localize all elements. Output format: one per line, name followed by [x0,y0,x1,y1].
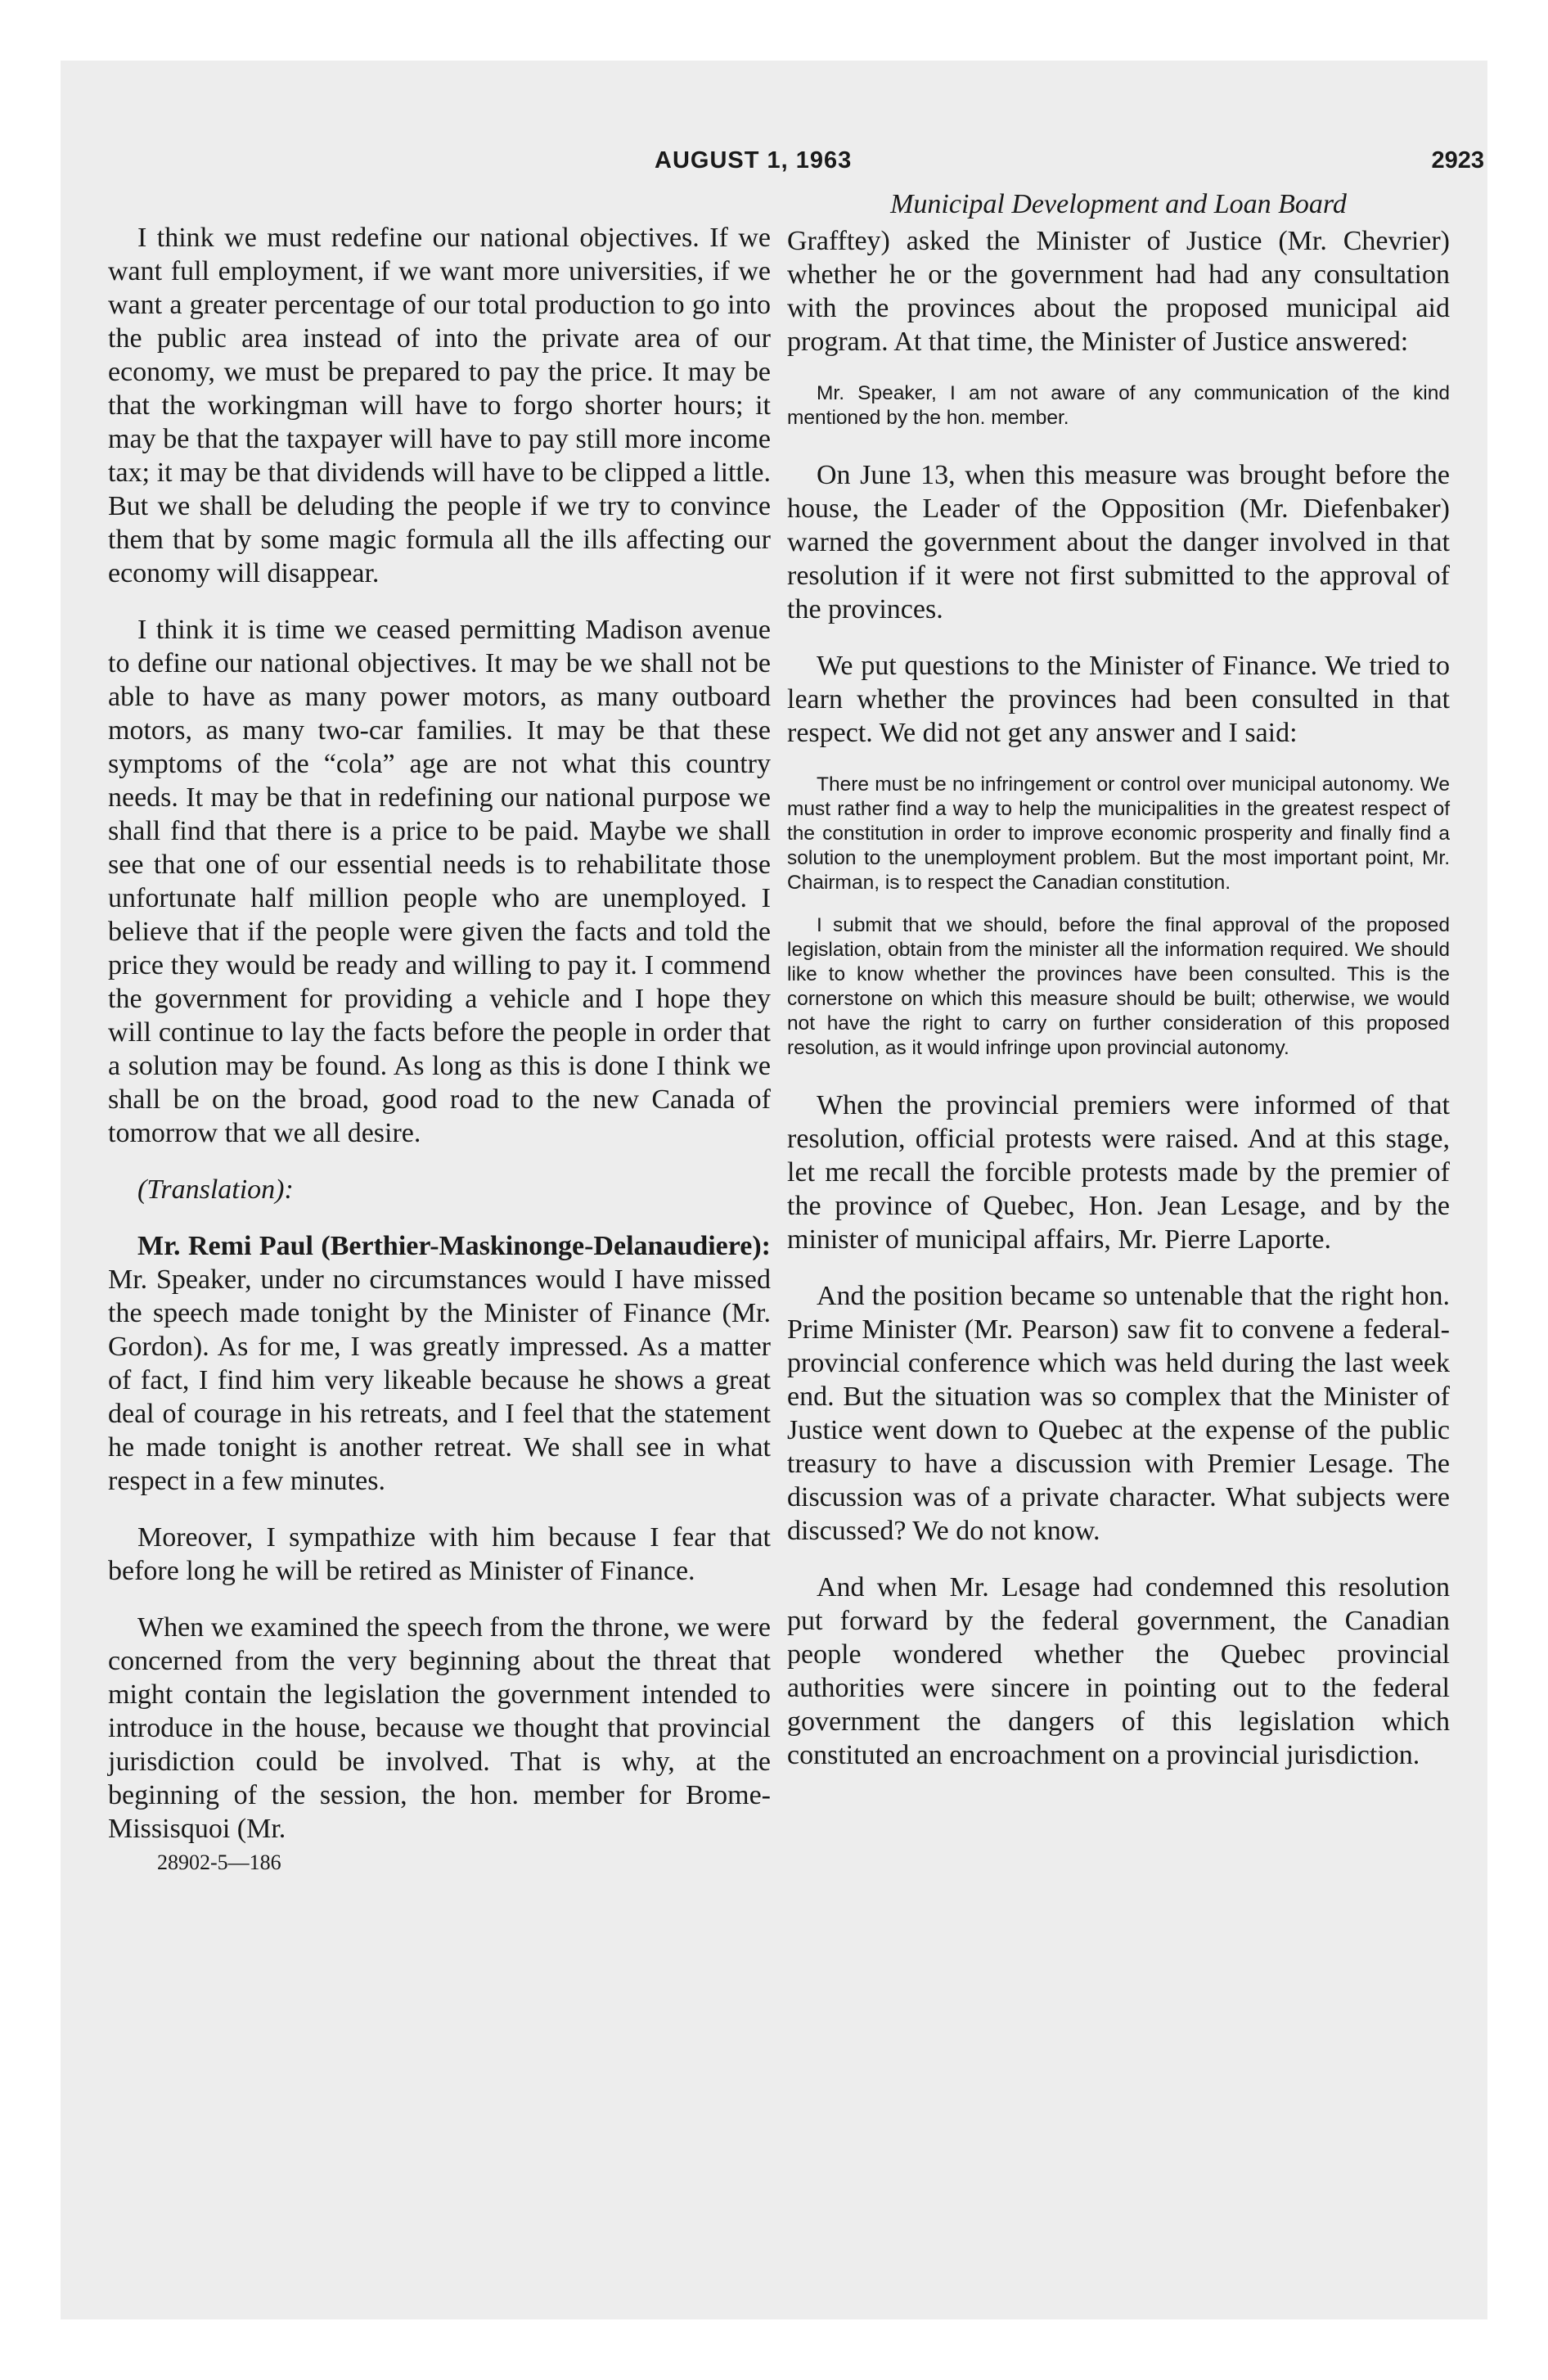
paragraph: When we examined the speech from the throne, we were concerned from the very beginning about the threat that might contain the legislation the government intended to introduce in the house, because we thought that provincial jurisdiction could be involved. That is why, at the beginning of the session, the hon. member for Brome-Missisquoi (Mr. [108,1612,771,1844]
paragraph [108,1229,771,1498]
section-subhead: Municipal Development and Loan Board [890,189,1347,219]
quote-block: Mr. Speaker, I am not aware of any communication of the kind mentioned by the hon. member. [787,382,1450,429]
paragraph: I think it is time we ceased permitting Madison avenue to define our national objectives. It may be we shall not be able to have as many power motors, as many outboard motors, as many two-car families. It may be that these symptoms of the “cola” age are not what this country needs. It may be that in redefining our national purpose we shall find that there is a price to be paid. Maybe we shall see that one of our essential needs is to rehabilitate those unfortunate half million people who are unemployed. I believe that if the people were given the facts and told the price they would be ready and willing to pay it. I commend the government for providing a vehicle and I hope they will continue to lay the facts before the people in order that a solution may be found. As long as this is done I think we shall be on the broad, good road to the new Canada of tomorrow that we all desire. [108,615,771,1148]
left-column [108,221,771,1875]
page-header [655,147,1484,187]
paragraph: We put questions to the Minister of Finance. We tried to learn whether the provinces had been consulted in that respect. We did not get any answer and I said: [787,651,1450,748]
speaker-name: Mr. Remi Paul (Berthier-Maskinonge-Delanaudiere): [137,1231,771,1261]
speech-text: Mr. Speaker, under no circumstances would I have missed the speech made tonight by the Minister of Finance (Mr. Gordon). As for me, I was greatly impressed. As a matter of fact, I find him very likeable because he shows a great deal of courage in his retreats, and I feel that the statement he made tonight is another retreat. We shall see in what respect in a few minutes. [108,1264,771,1496]
paragraph: On June 13, when this measure was brought before the house, the Leader of the Opposition (Mr. Diefenbaker) warned the government about the danger involved in that resolution if it were not first submitted to the approval of the provinces. [787,460,1450,624]
quote-block: I submit that we should, before the final approval of the proposed legislation, obtain from the minister all the information required. We should like to know whether the provinces have been consulted. This is the cornerstone on which this measure should be built; otherwise, we would not have the right to carry on further consideration of this proposed resolution, as it would infringe upon provincial autonomy. [787,914,1450,1059]
print-code: 28902-5—186 [157,1850,281,1874]
paragraph: I think we must redefine our national objectives. If we want full employment, if we want more universities, if we want a greater percentage of our total production to go into the public area instead of into the private area of our economy, we must be prepared to pay the price. It may be that the workingman will have to forgo shorter hours; it may be that the taxpayer will have to pay still more income tax; it may be that dividends will have to be clipped a little. But we shall be deluding the people if we try to convince them that by some magic formula all the ills affecting our economy will disappear. [108,223,771,588]
right-column [787,187,1450,1795]
paragraph: Grafftey) asked the Minister of Justice (Mr. Chevrier) whether he or the government had had any consultation with the provinces about the proposed municipal aid program. At that time, the Minister of Justice answered: [787,226,1450,357]
translation-label: (Translation): [137,1174,294,1205]
paragraph: Moreover, I sympathize with him because I fear that before long he will be retired as Minister of Finance. [108,1522,771,1586]
page-number: 2923 [1431,147,1484,174]
header-date: AUGUST 1, 1963 [655,147,853,174]
quote-block: There must be no infringement or control over municipal autonomy. We must rather find a way to help the municipalities in the greatest respect of the constitution in order to improve economic prosperity and finally find a solution to the unemployment problem. But the most important point, Mr. Chairman, is to respect the Canadian constitution. [787,773,1450,894]
paragraph: And the position became so untenable that the right hon. Prime Minister (Mr. Pearson) saw fit to convene a federal-provincial conference which was held during the last week end. But the situation was so complex that the Minister of Justice went down to Quebec at the expense of the public treasury to have a discussion with Premier Lesage. The discussion was of a private character. What subjects were discussed? We do not know. [787,1281,1450,1546]
paragraph: When the provincial premiers were informed of that resolution, official protests were raised. And at this stage, let me recall the forcible protests made by the premier of the province of Quebec, Hon. Jean Lesage, and by the minister of municipal affairs, Mr. Pierre Laporte. [787,1090,1450,1255]
paragraph: And when Mr. Lesage had condemned this resolution put forward by the federal government, the Canadian people wondered whether the Quebec provincial authorities were sincere in pointing out to the federal government the dangers of this legislation which constituted an encroachment on a provincial jurisdiction. [787,1572,1450,1770]
